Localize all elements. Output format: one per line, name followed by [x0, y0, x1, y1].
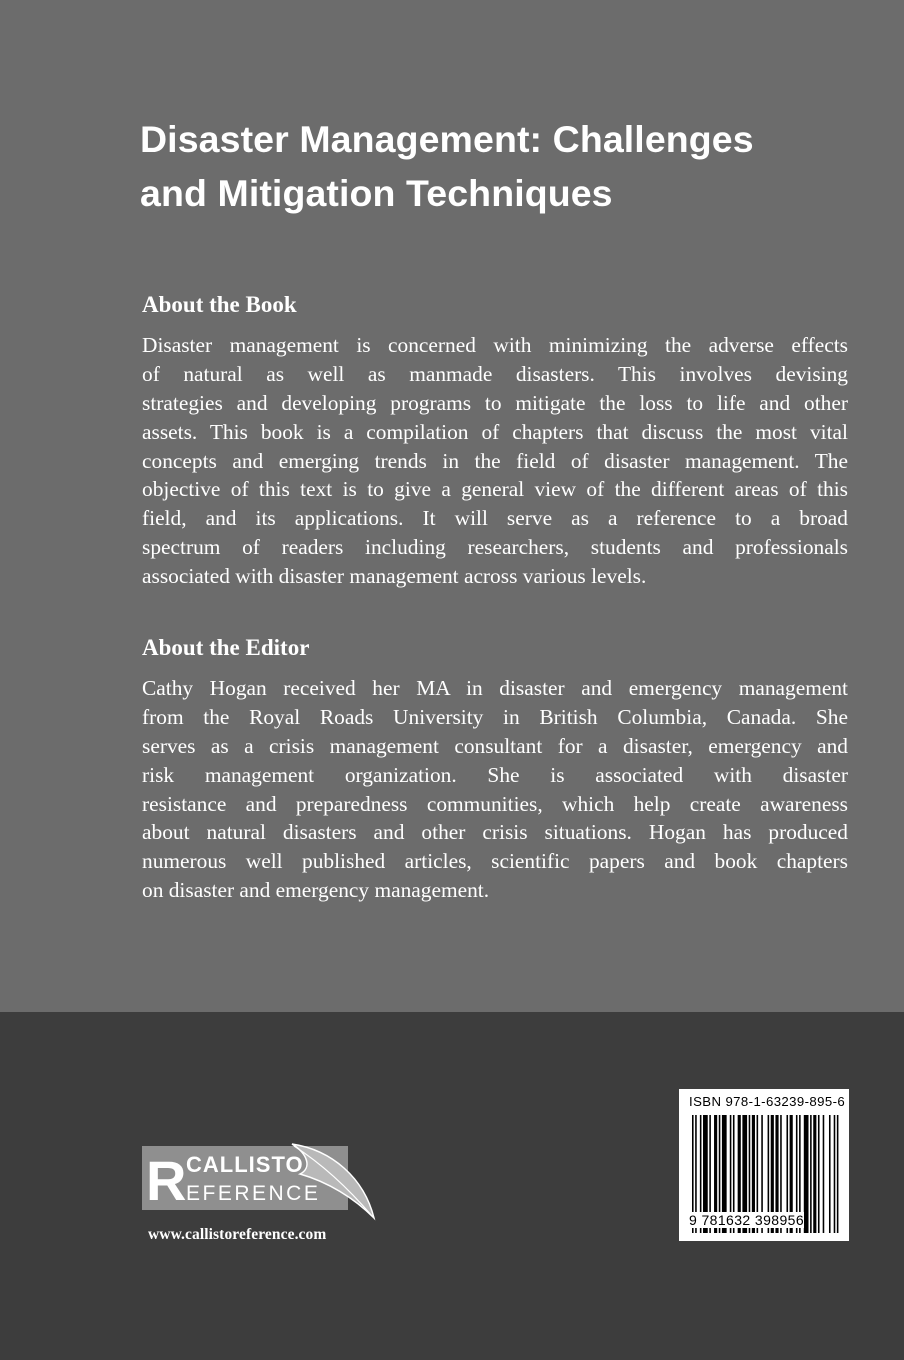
text-line: serves as a crisis management consultant for a disaster, emergency and — [142, 733, 848, 758]
about-editor-text — [142, 674, 848, 905]
text-line: on disaster and emergency management. — [142, 878, 490, 903]
book-title-line: Disaster Management: Challenges — [140, 118, 754, 160]
isbn-number: ISBN 978-1-63239-895-6 — [689, 1094, 846, 1109]
about-book-text — [142, 331, 848, 591]
book-title-line: and Mitigation Techniques — [140, 172, 613, 214]
barcode-bar — [818, 1115, 820, 1233]
text-line: from the Royal Roads University in British Columbia, Canada. She — [142, 704, 848, 729]
barcode-bar — [810, 1115, 812, 1233]
logo-letter-r: R — [146, 1149, 187, 1212]
text-line: resistance and preparedness communities, which help create awareness — [142, 791, 848, 816]
about-editor-heading: About the Editor — [142, 635, 310, 660]
text-line: about natural disasters and other crisis situations. Hogan has produced — [142, 820, 848, 845]
text-line: spectrum of readers including researchers, students and professionals — [142, 535, 848, 560]
barcode-bar — [813, 1115, 816, 1233]
logo-reference: EFERENCE — [186, 1182, 321, 1205]
callisto-reference-logo — [142, 1138, 382, 1228]
text-line: assets. This book is a compilation of chapters that discuss the most vital — [142, 419, 848, 444]
text-line: objective of this text is to give a general view of the different areas of this — [142, 477, 848, 502]
publisher-logo — [142, 1138, 382, 1228]
text-line: risk management organization. She is associated with disaster — [142, 762, 848, 787]
about-book-heading: About the Book — [142, 292, 297, 317]
barcode-bar — [837, 1115, 839, 1233]
text-line: field, and its applications. It will serve as a reference to a broad — [142, 506, 848, 531]
publisher-url: www.callistoreference.com — [148, 1226, 327, 1243]
text-line: strategies and developing programs to mitigate the loss to life and other — [142, 390, 848, 415]
barcode-bar — [804, 1115, 809, 1233]
barcode-bar — [829, 1115, 831, 1233]
text-line: concepts and emerging trends in the field of disaster management. The — [142, 448, 848, 473]
book-title — [140, 112, 880, 220]
text-line: Disaster management is concerned with minimizing the adverse effects — [142, 333, 848, 357]
barcode-bar — [834, 1115, 836, 1233]
text-line: of natural as well as manmade disasters. This involves devising — [142, 361, 848, 386]
barcode-box — [679, 1089, 849, 1241]
text-line: Cathy Hogan received her MA in disaster and emergency management — [142, 676, 848, 700]
barcode-bar — [823, 1115, 825, 1233]
logo-callisto: CALLISTO — [186, 1152, 304, 1177]
barcode-digits: 9 781632 398956 — [689, 1212, 804, 1228]
text-line: associated with disaster management across various levels. — [142, 564, 647, 589]
text-line: numerous well published articles, scientific papers and book chapters — [142, 849, 848, 874]
